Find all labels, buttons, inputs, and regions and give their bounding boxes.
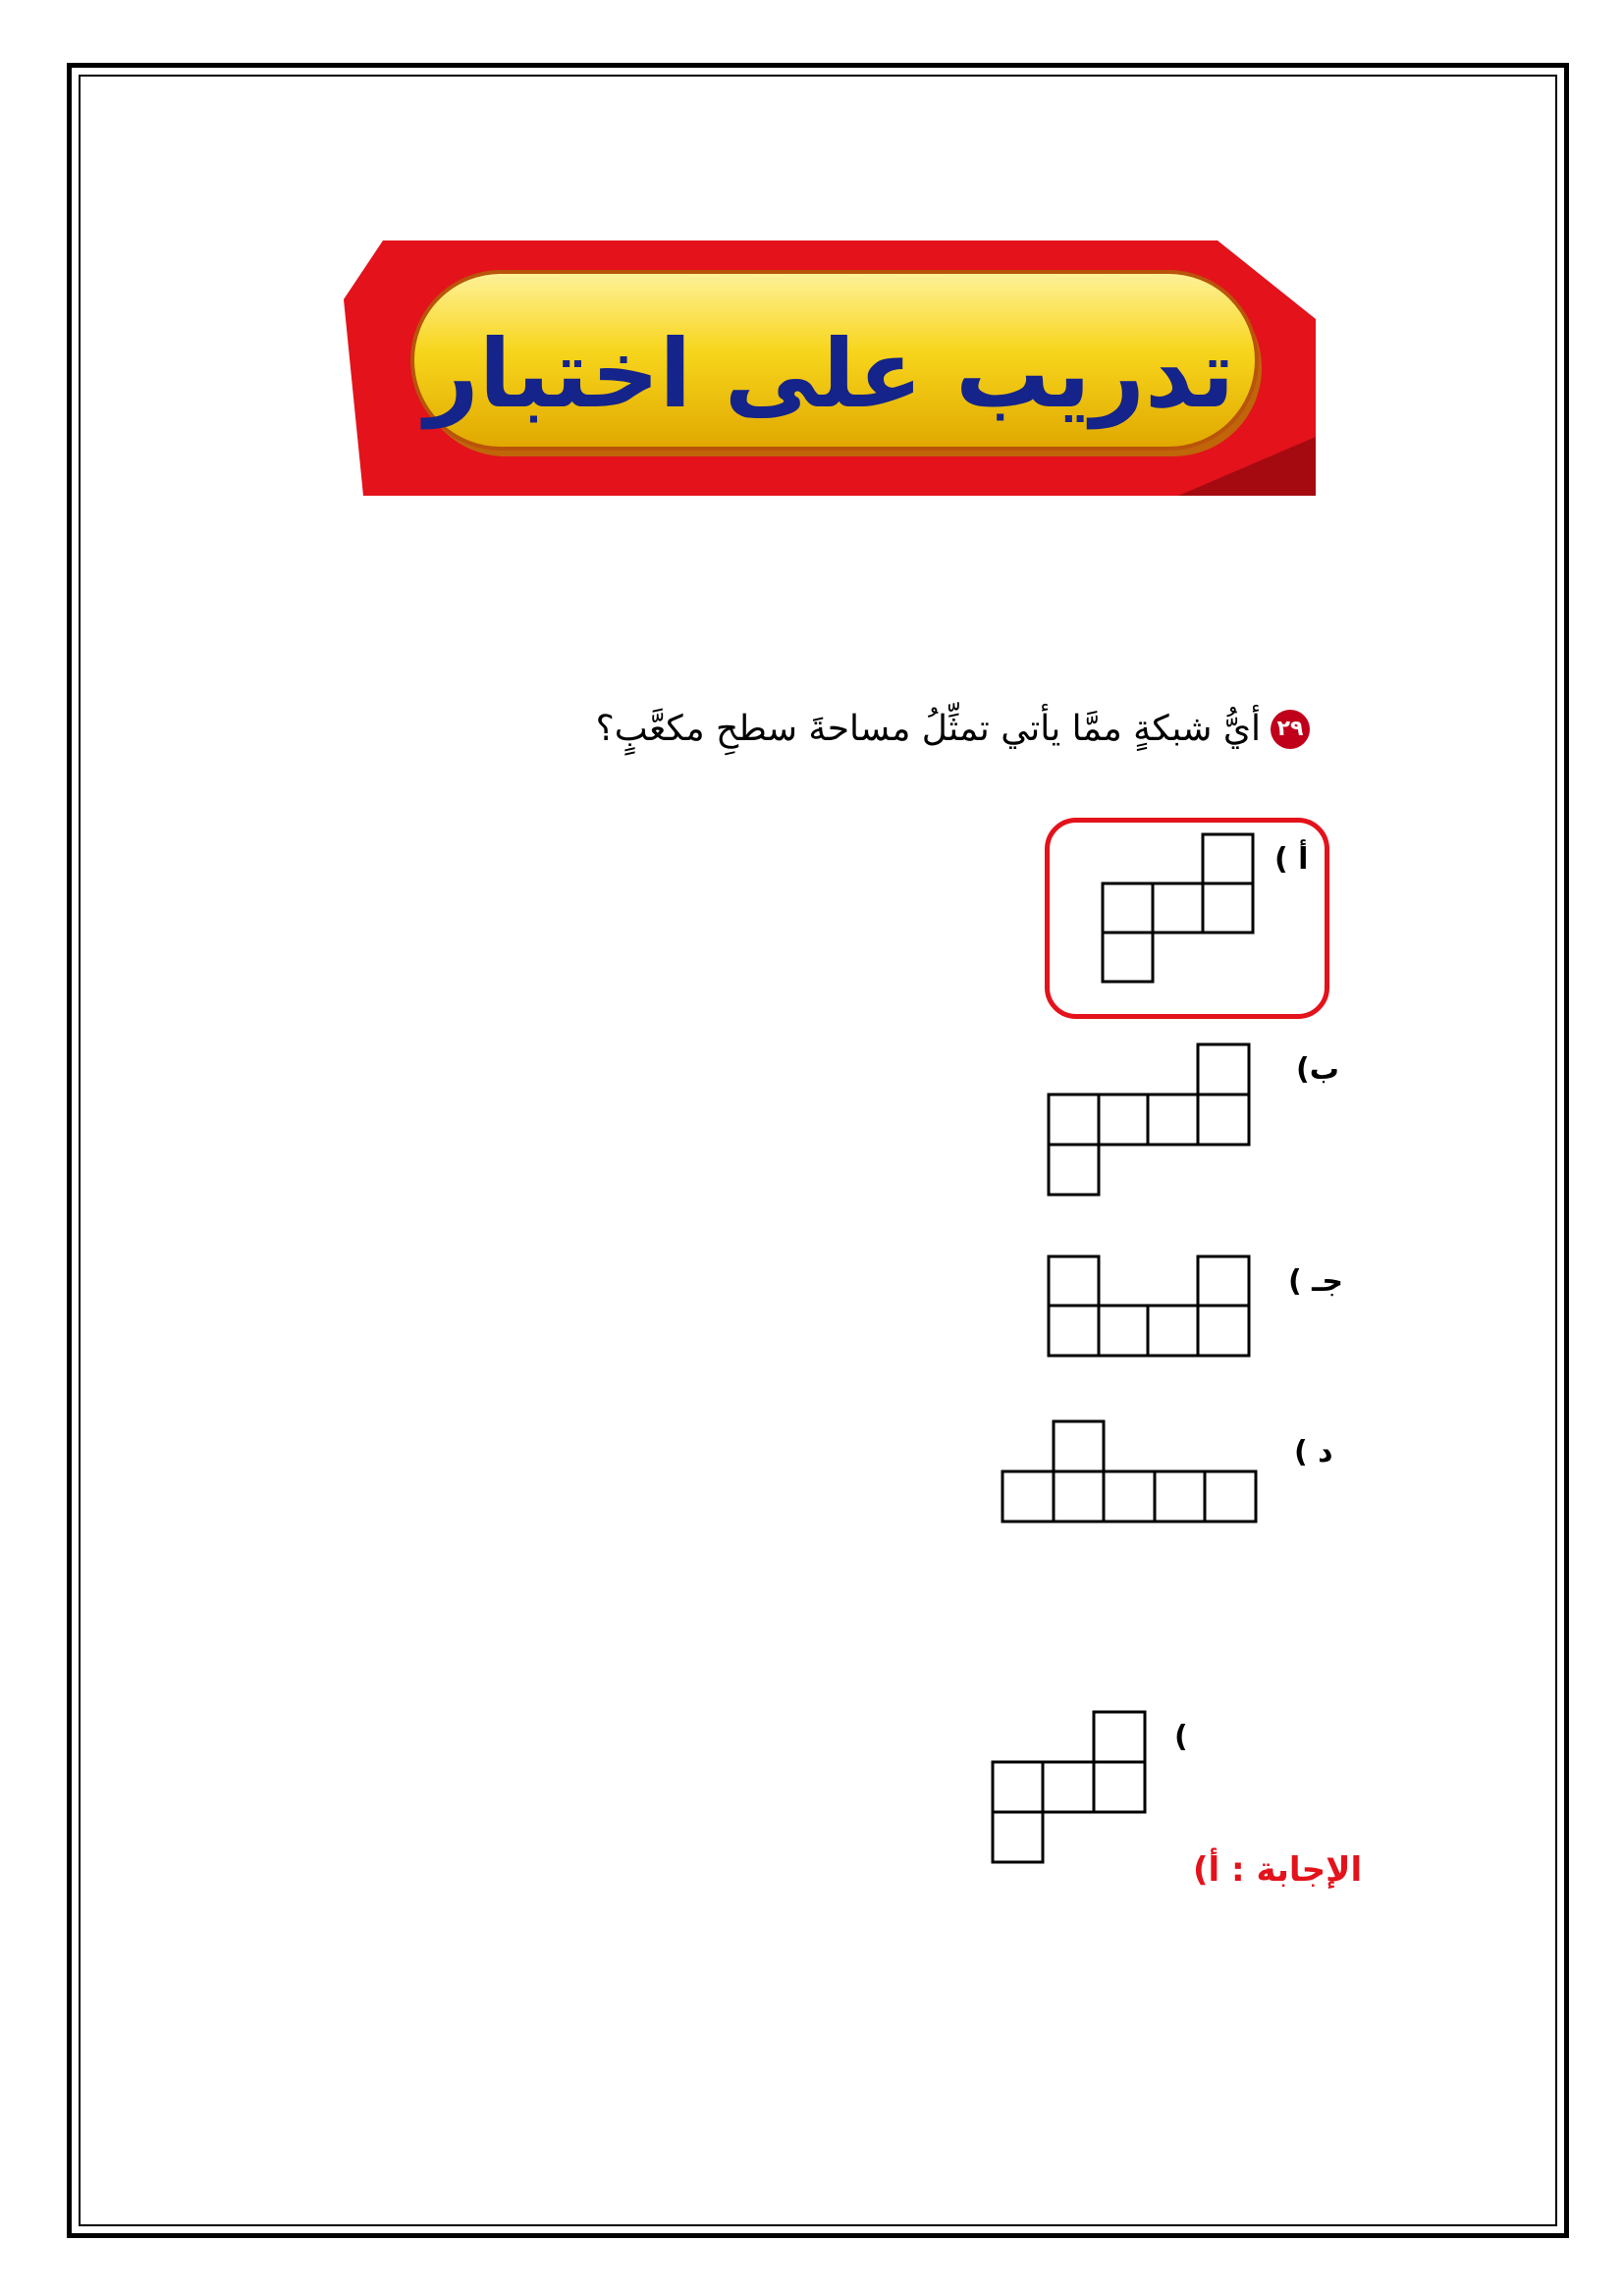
option-b-net[interactable] [1046, 1042, 1262, 1200]
option-a-net[interactable] [1100, 832, 1257, 989]
question-text: أيُّ شبكةٍ ممَّا يأتي تمثِّلُ مساحةَ سطحِ مكعَّبٍ؟ [595, 709, 1261, 749]
option-d-label[interactable]: د ) [1294, 1435, 1333, 1469]
answer-net-label: ( [1174, 1720, 1188, 1754]
option-c-label[interactable]: جـ ) [1288, 1264, 1344, 1299]
option-b-label[interactable]: ب) [1296, 1052, 1339, 1087]
option-a-label[interactable]: أ ) [1274, 842, 1309, 877]
answer-text: الإجابة : أ) [1193, 1850, 1363, 1890]
banner-title: تدريب على اختبار [424, 319, 1235, 429]
option-c-net[interactable] [1046, 1255, 1262, 1367]
question-number: ٢٩ [1271, 710, 1310, 749]
answer-net [990, 1710, 1157, 1872]
option-d-net[interactable] [1000, 1419, 1265, 1537]
question-line [596, 709, 1310, 749]
title-banner [344, 240, 1316, 506]
